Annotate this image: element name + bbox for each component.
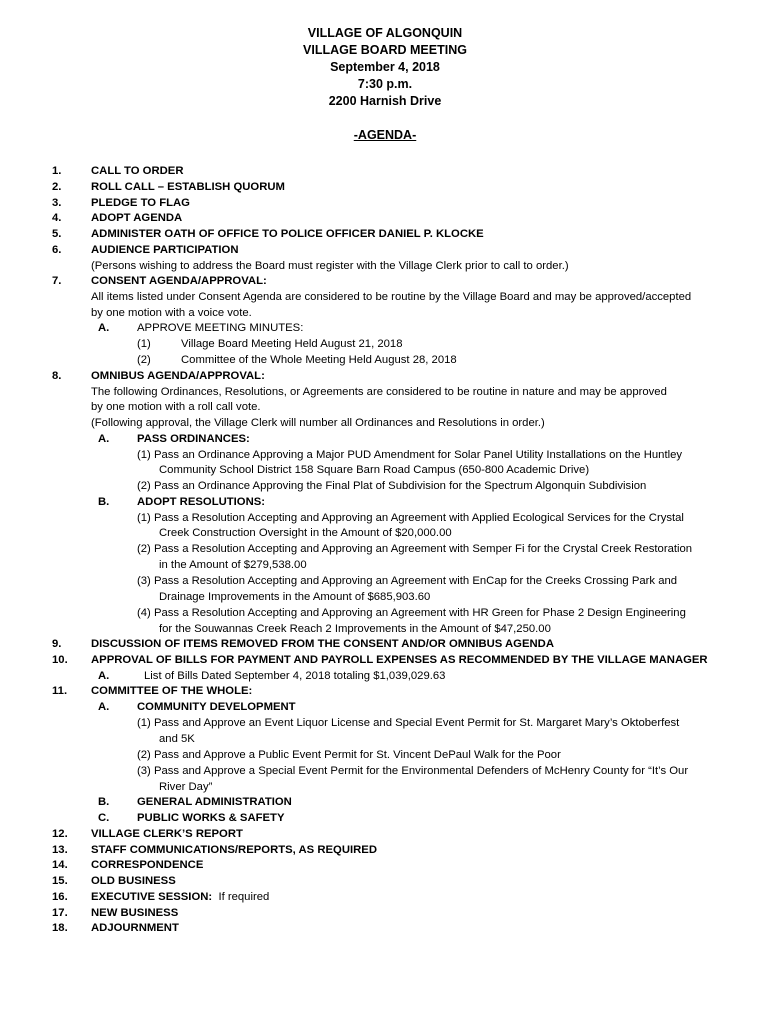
subsubitem-text: in the Amount of $279,538.00: [159, 559, 307, 571]
header-subtitle: VILLAGE BOARD MEETING: [303, 43, 467, 57]
item-description: The following Ordinances, Resolutions, or Agreements are considered to be routine in nature and may be approved: [91, 386, 667, 398]
item-number: 16.: [52, 891, 68, 903]
item-number: 4.: [52, 212, 62, 224]
header-time: 7:30 p.m.: [357, 77, 413, 91]
item-number: 2.: [52, 181, 62, 193]
item-title: ROLL CALL – ESTABLISH QUORUM: [91, 181, 285, 193]
item-title: VILLAGE CLERK’S REPORT: [91, 828, 243, 840]
item-number: 11.: [52, 685, 68, 697]
item-title: PLEDGE TO FLAG: [91, 197, 190, 209]
header-date: September 4, 2018: [330, 60, 440, 74]
item-title: OMNIBUS AGENDA/APPROVAL:: [91, 370, 265, 382]
item-number: 6.: [52, 244, 62, 256]
subsubitem-text: and 5K: [159, 733, 195, 745]
item-title: EXECUTIVE SESSION:: [91, 891, 213, 903]
item-title: STAFF COMMUNICATIONS/REPORTS, AS REQUIRED: [91, 844, 377, 856]
agenda-heading: -AGENDA-: [353, 128, 417, 142]
item-number: 13.: [52, 844, 68, 856]
item-title: ADOPT AGENDA: [91, 212, 183, 224]
subitem-letter: C.: [98, 812, 110, 824]
subitem-title: COMMUNITY DEVELOPMENT: [137, 701, 296, 713]
item-number: 1.: [52, 165, 62, 177]
item-description: by one motion with a voice vote.: [91, 307, 252, 319]
subsubitem-text: Community School District 158 Square Barn Road Campus (650-800 Academic Drive): [159, 464, 590, 476]
item-title: NEW BUSINESS: [91, 907, 179, 919]
item-number: 7.: [52, 275, 62, 287]
subsubitem-text: (1) Pass and Approve an Event Liquor License and Special Event Permit for St. Margaret Mary’s Oktoberfest: [137, 717, 680, 729]
item-title: CORRESPONDENCE: [91, 859, 204, 871]
subitem-letter: A.: [98, 433, 110, 445]
header-address: 2200 Harnish Drive: [328, 94, 442, 108]
subsubitem-text: (3) Pass and Approve a Special Event Permit for the Environmental Defenders of McHenry County for “It’s Our: [137, 765, 689, 777]
subsubitem-text: (1) Pass an Ordinance Approving a Major PUD Amendment for Solar Panel Utility Installations on the Huntley: [137, 449, 683, 461]
item-title: ADMINISTER OATH OF OFFICE TO POLICE OFFICER DANIEL P. KLOCKE: [91, 228, 484, 240]
subsubitem-text: (4) Pass a Resolution Accepting and Approving an Agreement with HR Green for Phase 2 Design Engineering: [137, 607, 686, 619]
subsubitem-text: (2) Pass and Approve a Public Event Permit for St. Vincent DePaul Walk for the Poor: [137, 749, 561, 761]
item-number: 8.: [52, 370, 62, 382]
item-number: 9.: [52, 638, 62, 650]
subsubitem-text: (2) Pass a Resolution Accepting and Approving an Agreement with Semper Fi for the Crystal Creek Restoration: [137, 543, 693, 555]
subsubitem-text: Creek Construction Oversight in the Amount of $20,000.00: [159, 527, 452, 539]
item-note: If required: [218, 891, 270, 903]
item-title: COMMITTEE OF THE WHOLE:: [91, 685, 253, 697]
subitem-title: PASS ORDINANCES:: [137, 433, 250, 445]
item-description: (Following approval, the Village Clerk will number all Ordinances and Resolutions in order.): [91, 417, 545, 429]
subitem-title: APPROVE MEETING MINUTES:: [137, 322, 304, 334]
subitem-letter: B.: [98, 796, 110, 808]
subitem-letter: A.: [98, 670, 110, 682]
item-number: 17.: [52, 907, 68, 919]
subsubitem-text: (3) Pass a Resolution Accepting and Approving an Agreement with EnCap for the Creeks Crossing Park and: [137, 575, 678, 587]
subsubitem-text: (1) Pass a Resolution Accepting and Approving an Agreement with Applied Ecological Services for the Crystal: [137, 512, 684, 524]
item-number: 12.: [52, 828, 68, 840]
subsubitem-text: River Day”: [159, 781, 213, 793]
item-title: APPROVAL OF BILLS FOR PAYMENT AND PAYROLL EXPENSES AS RECOMMENDED BY THE VILLAGE MANAGER: [91, 654, 708, 666]
subsubitem-text: Village Board Meeting Held August 21, 2018: [181, 338, 403, 350]
item-number: 15.: [52, 875, 68, 887]
item-number: 5.: [52, 228, 62, 240]
subsubitem-text: for the Souwannas Creek Reach 2 Improvements in the Amount of $47,250.00: [159, 623, 551, 635]
item-note: (Persons wishing to address the Board must register with the Village Clerk prior to call to order.): [91, 260, 569, 272]
item-title: CALL TO ORDER: [91, 165, 184, 177]
subitem-title: ADOPT RESOLUTIONS:: [137, 496, 266, 508]
item-number: 18.: [52, 922, 68, 934]
item-description: All items listed under Consent Agenda are considered to be routine by the Village Board and may be approved/accepted: [91, 291, 692, 303]
item-number: 10.: [52, 654, 68, 666]
item-title: ADJOURNMENT: [91, 922, 179, 934]
subitem-title: List of Bills Dated September 4, 2018 totaling $1,039,029.63: [144, 670, 446, 682]
subsubitem-number: (1): [137, 338, 151, 350]
item-description: by one motion with a roll call vote.: [91, 401, 261, 413]
header-title: VILLAGE OF ALGONQUIN: [307, 26, 463, 40]
subitem-letter: B.: [98, 496, 110, 508]
subitem-letter: A.: [98, 701, 110, 713]
subitem-title: GENERAL ADMINISTRATION: [137, 796, 292, 808]
item-title: CONSENT AGENDA/APPROVAL:: [91, 275, 267, 287]
subitem-letter: A.: [98, 322, 110, 334]
subsubitem-text: Committee of the Whole Meeting Held August 28, 2018: [181, 354, 457, 366]
item-number: 14.: [52, 859, 68, 871]
item-title: DISCUSSION OF ITEMS REMOVED FROM THE CONSENT AND/OR OMNIBUS AGENDA: [91, 638, 554, 650]
item-title: OLD BUSINESS: [91, 875, 176, 887]
item-number: 3.: [52, 197, 62, 209]
subsubitem-text: (2) Pass an Ordinance Approving the Final Plat of Subdivision for the Spectrum Algonquin Subdivision: [137, 480, 647, 492]
subsubitem-number: (2): [137, 354, 151, 366]
subitem-title: PUBLIC WORKS & SAFETY: [137, 812, 285, 824]
item-title: AUDIENCE PARTICIPATION: [91, 244, 239, 256]
subsubitem-text: Drainage Improvements in the Amount of $685,903.60: [159, 591, 431, 603]
